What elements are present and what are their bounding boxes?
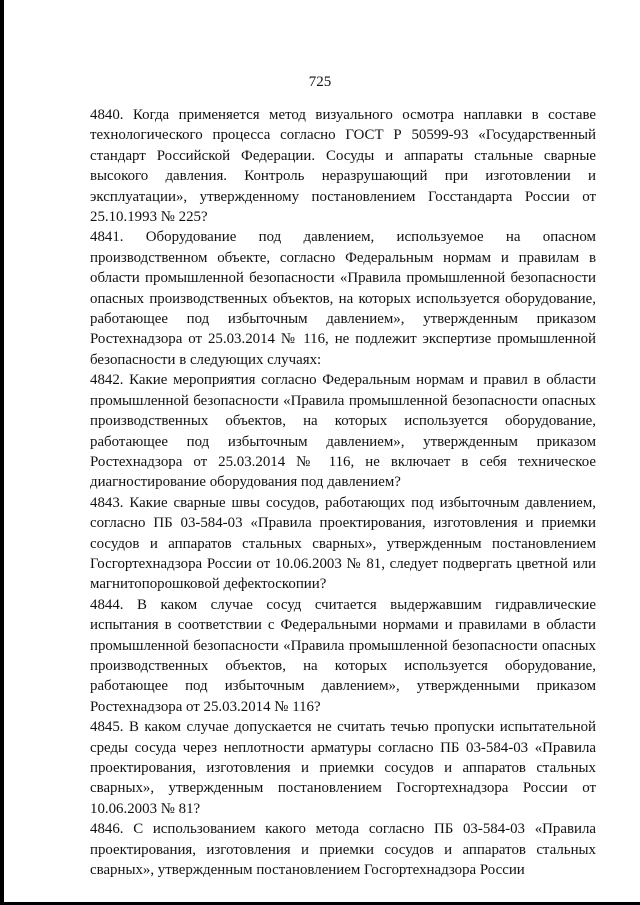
question-4843: 4843. Какие сварные швы сосудов, работающих под избыточным давлением, согласно ПБ 03-584-03 «Правила проектирования, изготовления и приемки сосудов и аппаратов стальных сварных», утвержденным постановлением Госгортехнадзора России от 10.06.2003 № 81, следует подвергать цветной или магнитопорошковой дефектоскопии? — [90, 494, 596, 593]
question-4846: 4846. С использованием какого метода согласно ПБ 03-584-03 «Правила проектирования, изготовления и приемки сосудов и аппаратов стальных сварных», утвержденным постановлением Госгортехнадзора России — [90, 821, 596, 879]
page-number: 725 — [308, 74, 332, 90]
questions-list — [90, 105, 596, 880]
question-4842: 4842. Какие мероприятия согласно Федеральным нормам и правил в области промышленной безопасности «Правила промышленной безопасности опасных производственных объектов, на которых используется оборудование, работающее под избыточным давлением», утвержденным приказом Ростехнадзора от 25.03.2014 № 116, не включает в себя техническое диагностирование оборудования под давлением? — [90, 372, 596, 491]
scan-edge-left — [0, 0, 4, 905]
question-4844: 4844. В каком случае сосуд считается выдержавшим гидравлические испытания в соответствии с Федеральными нормами и правилами в области промышленной безопасности «Правила промышленной безопасности опасных производственных объектов, на которых используется оборудование, работающее под избыточным давлением», утвержденными приказом Ростехнадзора от 25.03.2014 № 116? — [90, 596, 596, 715]
question-4845: 4845. В каком случае допускается не считать течью пропуски испытательной среды сосуда через неплотности арматуры согласно ПБ 03-584-03 «Правила проектирования, изготовления и приемки сосудов и аппаратов стальных сварных», утвержденным постановлением Госгортехнадзора России от 10.06.2003 № 81? — [90, 719, 596, 817]
question-4841: 4841. Оборудование под давлением, используемое на опасном производственном объекте, согласно Федеральным нормам и правилам в области промышленной безопасности «Правила промышленной безопасности опасных производственных объектов, на которых используется оборудование, работающее под избыточным давлением», утвержденным приказом Ростехнадзора от 25.03.2014 № 116, не подлежит экспертизе промышленной безопасности в следующих случаях: — [90, 229, 596, 368]
question-4840: 4840. Когда применяется метод визуального осмотра наплавки в составе технологического процесса согласно ГОСТ Р 50599-93 «Государственный стандарт Российской Федерации. Сосуды и аппараты стальные сварные высокого давления. Контроль неразрушающий при изготовлении и эксплуатации», утвержденному постановлением Госстандарта России от 25.10.1993 № 225? — [90, 107, 596, 226]
